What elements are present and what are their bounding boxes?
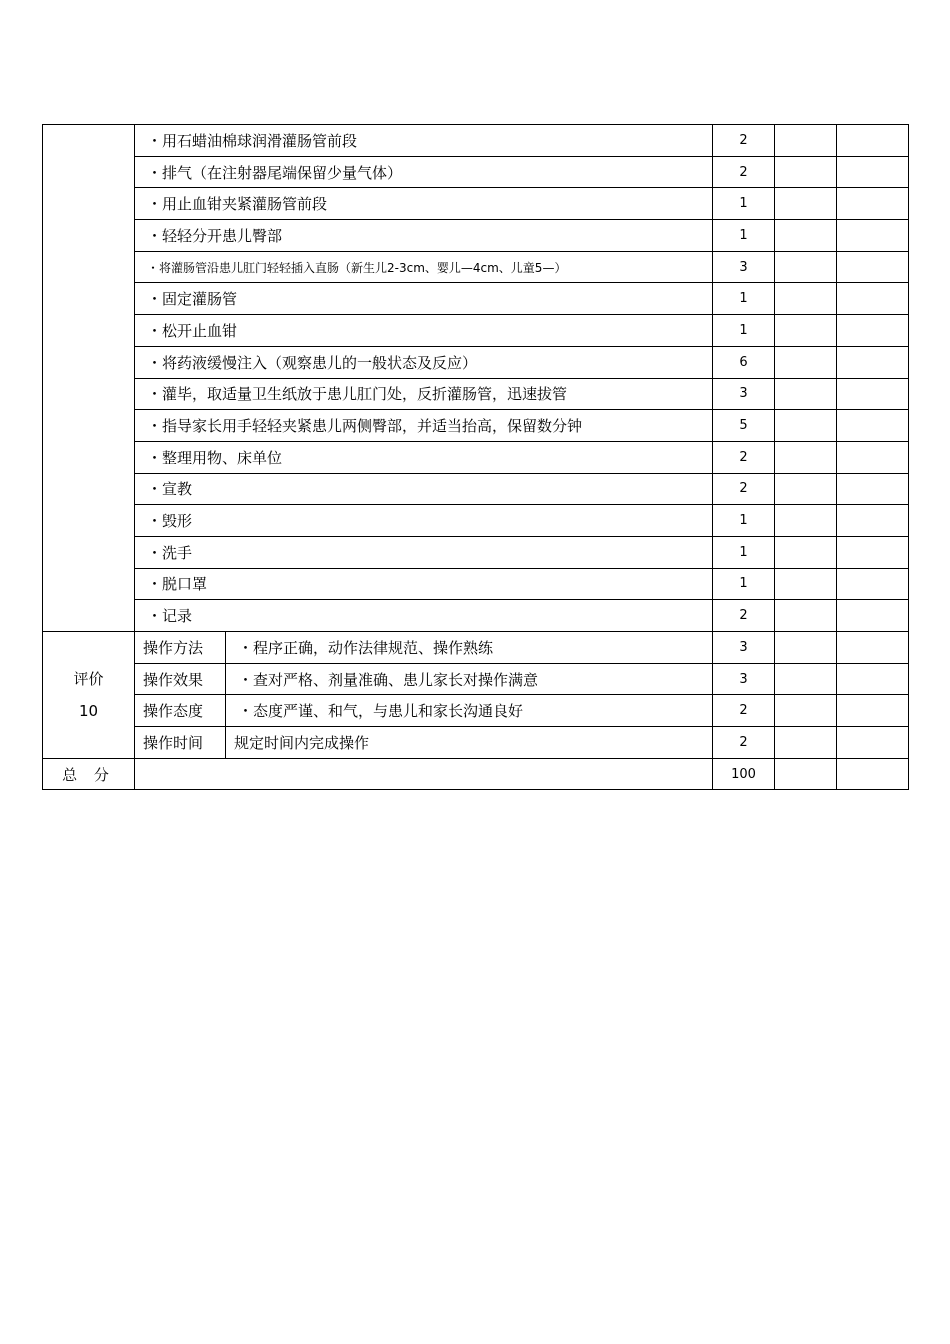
step-score: 1 — [713, 188, 775, 220]
remark-cell — [837, 600, 909, 632]
step-text: ・灌毕，取适量卫生纸放于患儿肛门处，反折灌肠管，迅速拔管 — [135, 378, 713, 410]
deduction-cell — [775, 283, 837, 315]
remark-cell — [837, 568, 909, 600]
deduction-cell — [775, 663, 837, 695]
deduction-cell — [775, 568, 837, 600]
step-text: ・轻轻分开患儿臀部 — [135, 220, 713, 252]
step-text: ・用止血钳夹紧灌肠管前段 — [135, 188, 713, 220]
deduction-cell — [775, 505, 837, 537]
evaluation-criterion: ・态度严谨、和气，与患儿和家长沟通良好 — [226, 695, 713, 727]
evaluation-criterion: ・程序正确，动作法律规范、操作熟练 — [226, 632, 713, 664]
remark-cell — [837, 727, 909, 759]
table-row — [43, 346, 909, 378]
deduction-cell — [775, 410, 837, 442]
remark-cell — [837, 251, 909, 283]
table-row — [43, 315, 909, 347]
deduction-cell — [775, 346, 837, 378]
step-score: 2 — [713, 156, 775, 188]
remark-cell — [837, 125, 909, 157]
step-text: ・整理用物、床单位 — [135, 441, 713, 473]
remark-cell — [837, 663, 909, 695]
table-row — [43, 505, 909, 537]
remark-cell — [837, 346, 909, 378]
step-score: 2 — [713, 473, 775, 505]
step-score: 1 — [713, 505, 775, 537]
remark-cell — [837, 695, 909, 727]
step-score: 6 — [713, 346, 775, 378]
step-text: ・排气（在注射器尾端保留少量气体） — [135, 156, 713, 188]
evaluation-criterion: ・查对严格、剂量准确、患儿家长对操作满意 — [226, 663, 713, 695]
step-text: ・宣教 — [135, 473, 713, 505]
step-score: 1 — [713, 536, 775, 568]
remark-cell — [837, 505, 909, 537]
step-score: 3 — [713, 378, 775, 410]
deduction-cell — [775, 600, 837, 632]
deduction-cell — [775, 536, 837, 568]
remark-cell — [837, 378, 909, 410]
step-text: ・固定灌肠管 — [135, 283, 713, 315]
evaluation-score: 2 — [713, 727, 775, 759]
scoring-table — [42, 124, 909, 790]
remark-cell — [837, 758, 909, 790]
table-row — [43, 251, 909, 283]
step-text: ・指导家长用手轻轻夹紧患儿两侧臀部，并适当抬高，保留数分钟 — [135, 410, 713, 442]
deduction-cell — [775, 378, 837, 410]
evaluation-criterion: 规定时间内完成操作 — [226, 727, 713, 759]
table-row — [43, 125, 909, 157]
table-row — [43, 410, 909, 442]
remark-cell — [837, 536, 909, 568]
remark-cell — [837, 315, 909, 347]
deduction-cell — [775, 315, 837, 347]
step-score: 1 — [713, 283, 775, 315]
total-row — [43, 758, 909, 790]
deduction-cell — [775, 125, 837, 157]
evaluation-score: 3 — [713, 663, 775, 695]
table-row — [43, 632, 909, 664]
table-row — [43, 568, 909, 600]
table-row — [43, 473, 909, 505]
table-row — [43, 695, 909, 727]
step-score: 5 — [713, 410, 775, 442]
deduction-cell — [775, 727, 837, 759]
remark-cell — [837, 632, 909, 664]
step-score: 1 — [713, 315, 775, 347]
total-blank — [135, 758, 713, 790]
step-text: ・将灌肠管沿患儿肛门轻轻插入直肠（新生儿2-3cm、婴儿—4cm、儿童5—） — [135, 251, 713, 283]
remark-cell — [837, 220, 909, 252]
step-text: ・记录 — [135, 600, 713, 632]
table-row — [43, 663, 909, 695]
step-score: 2 — [713, 441, 775, 473]
deduction-cell — [775, 441, 837, 473]
step-score: 2 — [713, 125, 775, 157]
remark-cell — [837, 283, 909, 315]
deduction-cell — [775, 251, 837, 283]
evaluation-score: 3 — [713, 632, 775, 664]
deduction-cell — [775, 695, 837, 727]
table-row — [43, 378, 909, 410]
step-score: 1 — [713, 568, 775, 600]
total-label: 总 分 — [43, 758, 135, 790]
step-text: ・用石蜡油棉球润滑灌肠管前段 — [135, 125, 713, 157]
table-row — [43, 536, 909, 568]
evaluation-aspect: 操作时间 — [135, 727, 226, 759]
step-text: ・脱口罩 — [135, 568, 713, 600]
evaluation-aspect: 操作方法 — [135, 632, 226, 664]
deduction-cell — [775, 473, 837, 505]
table-row — [43, 600, 909, 632]
table-row — [43, 220, 909, 252]
step-text: ・将药液缓慢注入（观察患儿的一般状态及反应） — [135, 346, 713, 378]
remark-cell — [837, 188, 909, 220]
table-row — [43, 156, 909, 188]
evaluation-points: 10 — [78, 701, 99, 720]
table-row — [43, 283, 909, 315]
table-row — [43, 441, 909, 473]
step-score: 1 — [713, 220, 775, 252]
remark-cell — [837, 473, 909, 505]
remark-cell — [837, 410, 909, 442]
table-row — [43, 188, 909, 220]
deduction-cell — [775, 188, 837, 220]
category-cell — [43, 125, 135, 632]
remark-cell — [837, 441, 909, 473]
evaluation-aspect: 操作效果 — [135, 663, 226, 695]
step-text: ・毁形 — [135, 505, 713, 537]
remark-cell — [837, 156, 909, 188]
deduction-cell — [775, 156, 837, 188]
step-score: 2 — [713, 600, 775, 632]
deduction-cell — [775, 758, 837, 790]
total-score: 100 — [713, 758, 775, 790]
evaluation-label: 评价 — [73, 669, 104, 688]
table-row — [43, 727, 909, 759]
deduction-cell — [775, 632, 837, 664]
evaluation-aspect: 操作态度 — [135, 695, 226, 727]
evaluation-score: 2 — [713, 695, 775, 727]
deduction-cell — [775, 220, 837, 252]
evaluation-section-label — [43, 632, 135, 759]
step-text: ・洗手 — [135, 536, 713, 568]
step-text: ・松开止血钳 — [135, 315, 713, 347]
step-score: 3 — [713, 251, 775, 283]
